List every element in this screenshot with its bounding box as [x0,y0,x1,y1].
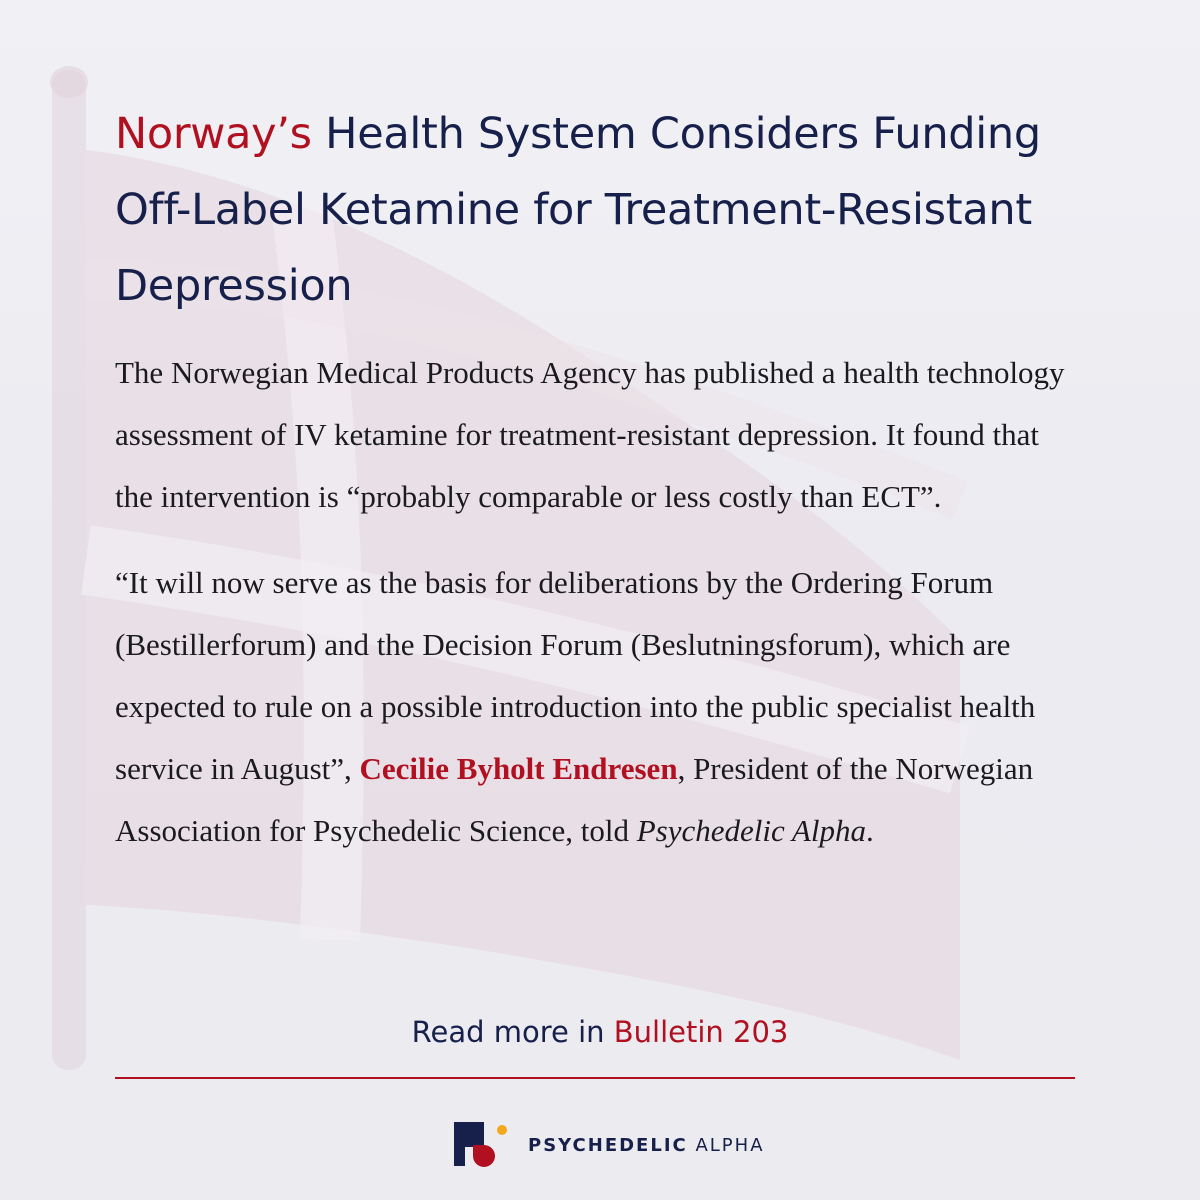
divider-rule [115,1077,1075,1079]
headline [115,96,1075,324]
quoted-person-name: Cecilie Byholt Endresen [359,751,678,786]
paragraph-assessment: The Norwegian Medical Products Agency has published a health technology assessment of IV ketamine for treatment-resistant depression. It found that the intervention is “probably comparable or less costly than ECT”. [115,355,1065,514]
read-more-prefix: Read more in [411,1015,614,1049]
brand-logo [454,1122,765,1168]
quote-end: . [865,813,874,848]
headline-accent: Norway’s [115,109,312,159]
paragraph-quote [115,552,1080,862]
headline-rest: Health System Considers Funding Off-Label Ketamine for Treatment-Resistant Depression [115,109,1041,311]
publication-name: Psychedelic Alpha [636,813,866,848]
read-more-line [0,1015,1200,1049]
quote-text: “It will now serve as the basis for deliberations by the Ordering Forum (Bestillerforum) and the Decision Forum (Beslutningsforum), which are expected to rule on a possible introduction into the public specialist health service in August”, [115,565,1036,786]
psychedelic-alpha-logo-icon [454,1122,508,1168]
brand-wordmark-regular: ALPHA [687,1134,765,1156]
bulletin-link[interactable]: Bulletin 203 [613,1015,789,1049]
brand-wordmark [528,1135,765,1156]
brand-wordmark-bold: PSYCHEDELIC [528,1134,688,1156]
article-content [115,96,1090,862]
attribution-text: , President of the Norwegian Association for Psychedelic Science, told [115,751,1034,848]
